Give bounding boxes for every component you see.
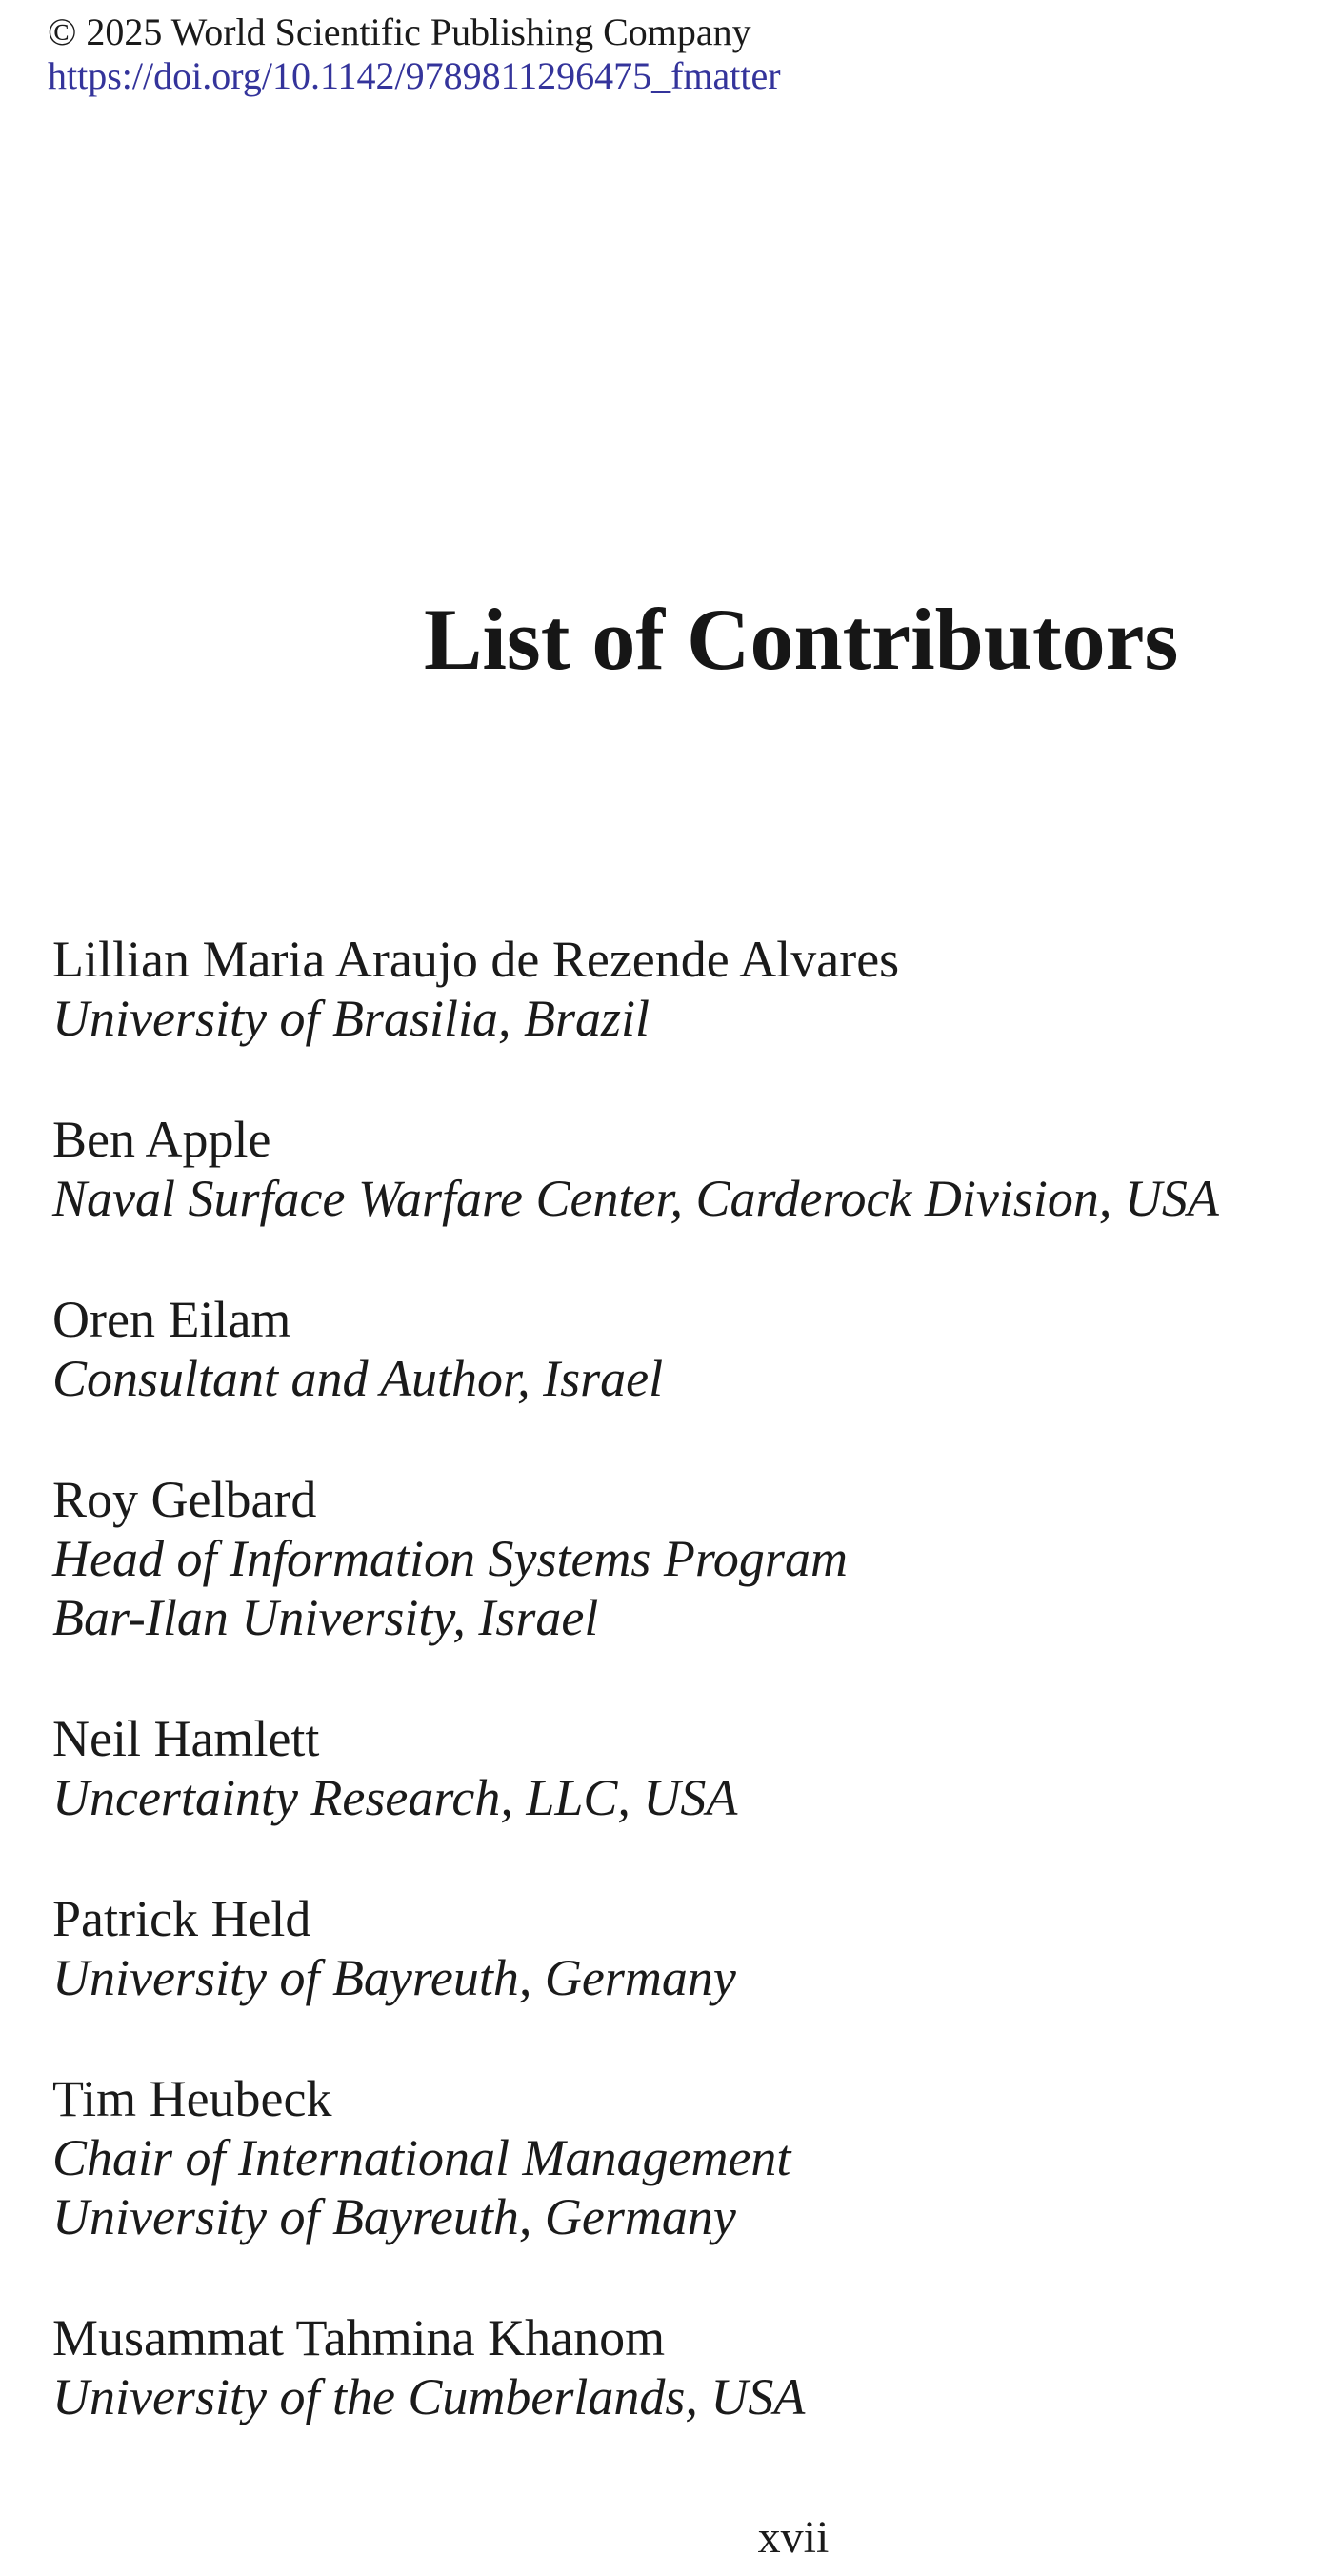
contributor-entry: [52, 1709, 1219, 1827]
contributor-name: Lillian Maria Araujo de Rezende Alvares: [52, 931, 900, 988]
contributor-name: Tim Heubeck: [52, 2070, 332, 2127]
contributor-affiliation: University of Brasilia, Brazil: [52, 990, 650, 1047]
contributor-name: Oren Eilam: [52, 1291, 291, 1348]
contributor-affiliation: Naval Surface Warfare Center, Carderock Division, USA: [52, 1170, 1219, 1227]
contributor-entry: [52, 2308, 1219, 2426]
doi-link[interactable]: https://doi.org/10.1142/9789811296475_fmatter: [48, 54, 781, 97]
contributor-entry: [52, 1290, 1219, 1408]
contributor-affiliation: Chair of International Management: [52, 2129, 791, 2186]
contributor-name: Roy Gelbard: [52, 1471, 317, 1528]
contributor-name: Patrick Held: [52, 1890, 311, 1947]
contributors-list: [52, 930, 1219, 2488]
contributor-entry: [52, 1470, 1219, 1647]
page-header: [48, 10, 781, 98]
contributor-entry: [52, 1110, 1219, 1228]
contributor-entry: [52, 930, 1219, 1048]
contributor-affiliation: University of Bayreuth, Germany: [52, 1949, 736, 2006]
copyright-notice: © 2025 World Scientific Publishing Company: [48, 10, 751, 53]
contributor-entry: [52, 2069, 1219, 2246]
contributor-name: Musammat Tahmina Khanom: [52, 2309, 666, 2366]
contributor-name: Ben Apple: [52, 1111, 271, 1168]
contributor-affiliation: Consultant and Author, Israel: [52, 1350, 664, 1407]
contributor-affiliation: Uncertainty Research, LLC, USA: [52, 1769, 738, 1826]
page-number: xvii: [757, 2512, 830, 2563]
page-title: List of Contributors: [424, 591, 1179, 688]
contributor-affiliation: Head of Information Systems Program: [52, 1530, 848, 1587]
contributor-affiliation: Bar-Ilan University, Israel: [52, 1589, 599, 1646]
contributor-affiliation: University of the Cumberlands, USA: [52, 2368, 806, 2425]
contributor-entry: [52, 1889, 1219, 2007]
contributor-name: Neil Hamlett: [52, 1710, 320, 1767]
contributor-affiliation: University of Bayreuth, Germany: [52, 2188, 736, 2245]
